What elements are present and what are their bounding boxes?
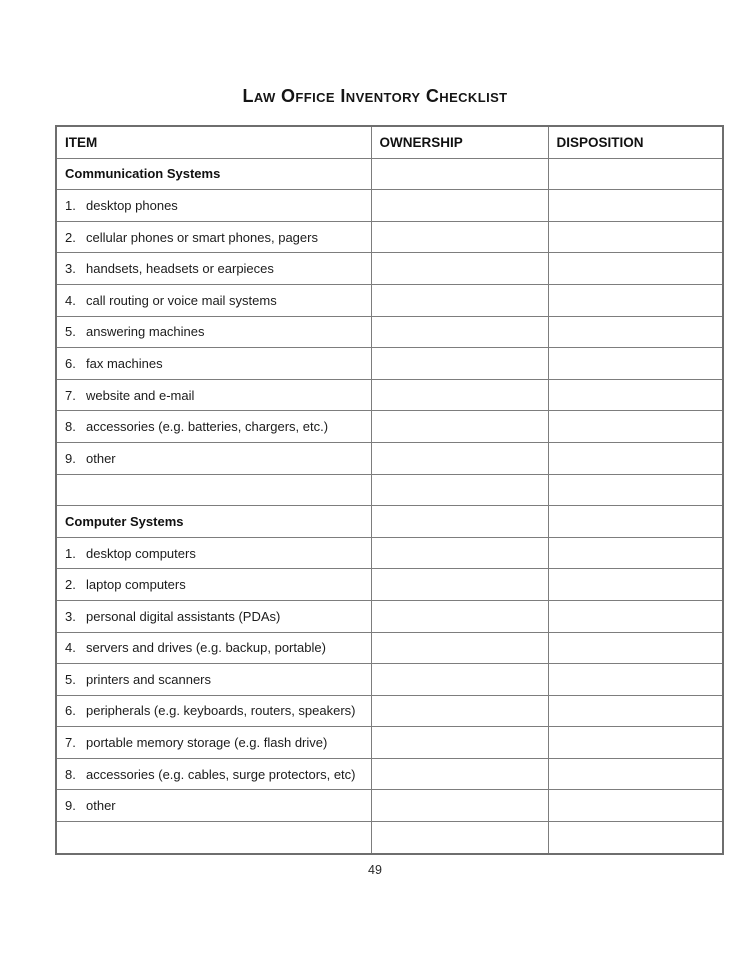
disposition-cell: [548, 284, 723, 316]
item-cell: [56, 474, 371, 506]
item-cell: [56, 600, 371, 632]
ownership-cell: [371, 411, 548, 443]
table-row: [56, 190, 723, 222]
ownership-cell: [371, 632, 548, 664]
item-cell: [56, 790, 371, 822]
table-row: [56, 284, 723, 316]
item-number: 7.: [65, 387, 76, 403]
table-row: [56, 600, 723, 632]
disposition-cell: [548, 695, 723, 727]
blank-row: [56, 474, 723, 506]
disposition-cell: [548, 442, 723, 474]
disposition-cell: [548, 632, 723, 664]
disposition-cell: [548, 537, 723, 569]
disposition-cell: [548, 158, 723, 190]
table-row: [56, 664, 723, 696]
item-label: call routing or voice mail systems: [86, 292, 277, 308]
item-cell: [56, 632, 371, 664]
disposition-cell: [548, 379, 723, 411]
header-row: [56, 126, 723, 158]
item-number: 9.: [65, 798, 76, 814]
ownership-cell: [371, 379, 548, 411]
item-number: 6.: [65, 355, 76, 371]
item-cell: [56, 348, 371, 380]
ownership-cell: [371, 284, 548, 316]
item-label: peripherals (e.g. keyboards, routers, speakers): [86, 703, 356, 719]
ownership-cell: [371, 695, 548, 727]
item-cell: [56, 411, 371, 443]
item-number: 1.: [65, 197, 76, 213]
table-row: [56, 727, 723, 759]
ownership-cell: [371, 253, 548, 285]
ownership-cell: [371, 569, 548, 601]
item-number: 2.: [65, 577, 76, 593]
table-row: [56, 316, 723, 348]
disposition-cell: [548, 221, 723, 253]
item-label: fax machines: [86, 355, 163, 371]
item-label: servers and drives (e.g. backup, portable): [86, 640, 326, 656]
ownership-cell: [371, 474, 548, 506]
section-heading: Communication Systems: [56, 158, 371, 190]
inventory-table: [55, 125, 724, 855]
table-row: [56, 537, 723, 569]
item-cell: [56, 190, 371, 222]
section-heading-row: [56, 158, 723, 190]
table-row: [56, 379, 723, 411]
table-row: [56, 221, 723, 253]
ownership-cell: [371, 221, 548, 253]
table-row: [56, 695, 723, 727]
item-label: accessories (e.g. batteries, chargers, etc.): [86, 419, 329, 435]
item-cell: [56, 664, 371, 696]
disposition-cell: [548, 790, 723, 822]
item-cell: [56, 695, 371, 727]
item-label: desktop computers: [86, 545, 196, 561]
ownership-cell: [371, 600, 548, 632]
section-heading: Computer Systems: [56, 506, 371, 538]
disposition-cell: [548, 758, 723, 790]
disposition-cell: [548, 727, 723, 759]
ownership-cell: [371, 348, 548, 380]
disposition-cell: [548, 253, 723, 285]
column-header-ownership: OWNERSHIP: [371, 126, 548, 158]
disposition-cell: [548, 569, 723, 601]
ownership-cell: [371, 442, 548, 474]
item-label: accessories (e.g. cables, surge protectors, etc): [86, 766, 356, 782]
ownership-cell: [371, 727, 548, 759]
disposition-cell: [548, 411, 723, 443]
disposition-cell: [548, 600, 723, 632]
item-number: 3.: [65, 261, 76, 277]
item-number: 6.: [65, 703, 76, 719]
item-number: 2.: [65, 229, 76, 245]
item-label: other: [86, 798, 116, 814]
disposition-cell: [548, 474, 723, 506]
column-header-disposition: DISPOSITION: [548, 126, 723, 158]
item-cell: [56, 284, 371, 316]
item-cell: [56, 316, 371, 348]
table-body: [56, 158, 723, 854]
item-cell: [56, 727, 371, 759]
item-cell: [56, 822, 371, 854]
ownership-cell: [371, 822, 548, 854]
item-cell: [56, 442, 371, 474]
item-cell: [56, 221, 371, 253]
disposition-cell: [548, 822, 723, 854]
table-row: [56, 632, 723, 664]
item-label: answering machines: [86, 324, 205, 340]
item-cell: [56, 537, 371, 569]
table-row: [56, 442, 723, 474]
table-row: [56, 758, 723, 790]
section-heading-row: [56, 506, 723, 538]
item-number: 5.: [65, 671, 76, 687]
disposition-cell: [548, 664, 723, 696]
disposition-cell: [548, 316, 723, 348]
table-row: [56, 790, 723, 822]
item-cell: [56, 379, 371, 411]
item-label: desktop phones: [86, 197, 178, 213]
page-number: 49: [368, 863, 382, 877]
item-cell: [56, 569, 371, 601]
item-number: 1.: [65, 545, 76, 561]
ownership-cell: [371, 664, 548, 696]
ownership-cell: [371, 758, 548, 790]
disposition-cell: [548, 190, 723, 222]
table-row: [56, 253, 723, 285]
table-header: [56, 126, 723, 158]
ownership-cell: [371, 190, 548, 222]
ownership-cell: [371, 316, 548, 348]
ownership-cell: [371, 158, 548, 190]
item-label: website and e-mail: [86, 387, 195, 403]
item-number: 8.: [65, 766, 76, 782]
item-cell: [56, 758, 371, 790]
item-number: 4.: [65, 292, 76, 308]
item-cell: [56, 253, 371, 285]
item-number: 5.: [65, 324, 76, 340]
page-title: Law Office Inventory Checklist: [242, 86, 508, 106]
column-header-item: ITEM: [56, 126, 371, 158]
item-label: cellular phones or smart phones, pagers: [86, 229, 318, 245]
item-number: 8.: [65, 419, 76, 435]
item-label: laptop computers: [86, 577, 186, 593]
item-label: handsets, headsets or earpieces: [86, 261, 274, 277]
disposition-cell: [548, 506, 723, 538]
item-label: other: [86, 450, 116, 466]
item-number: 3.: [65, 608, 76, 624]
disposition-cell: [548, 348, 723, 380]
item-label: personal digital assistants (PDAs): [86, 608, 281, 624]
item-label: portable memory storage (e.g. flash drive): [86, 735, 328, 751]
item-number: 7.: [65, 735, 76, 751]
ownership-cell: [371, 537, 548, 569]
table-row: [56, 411, 723, 443]
item-number: 4.: [65, 640, 76, 656]
item-number: 9.: [65, 450, 76, 466]
blank-row: [56, 822, 723, 854]
table-row: [56, 348, 723, 380]
item-label: printers and scanners: [86, 671, 212, 687]
ownership-cell: [371, 506, 548, 538]
table-row: [56, 569, 723, 601]
ownership-cell: [371, 790, 548, 822]
